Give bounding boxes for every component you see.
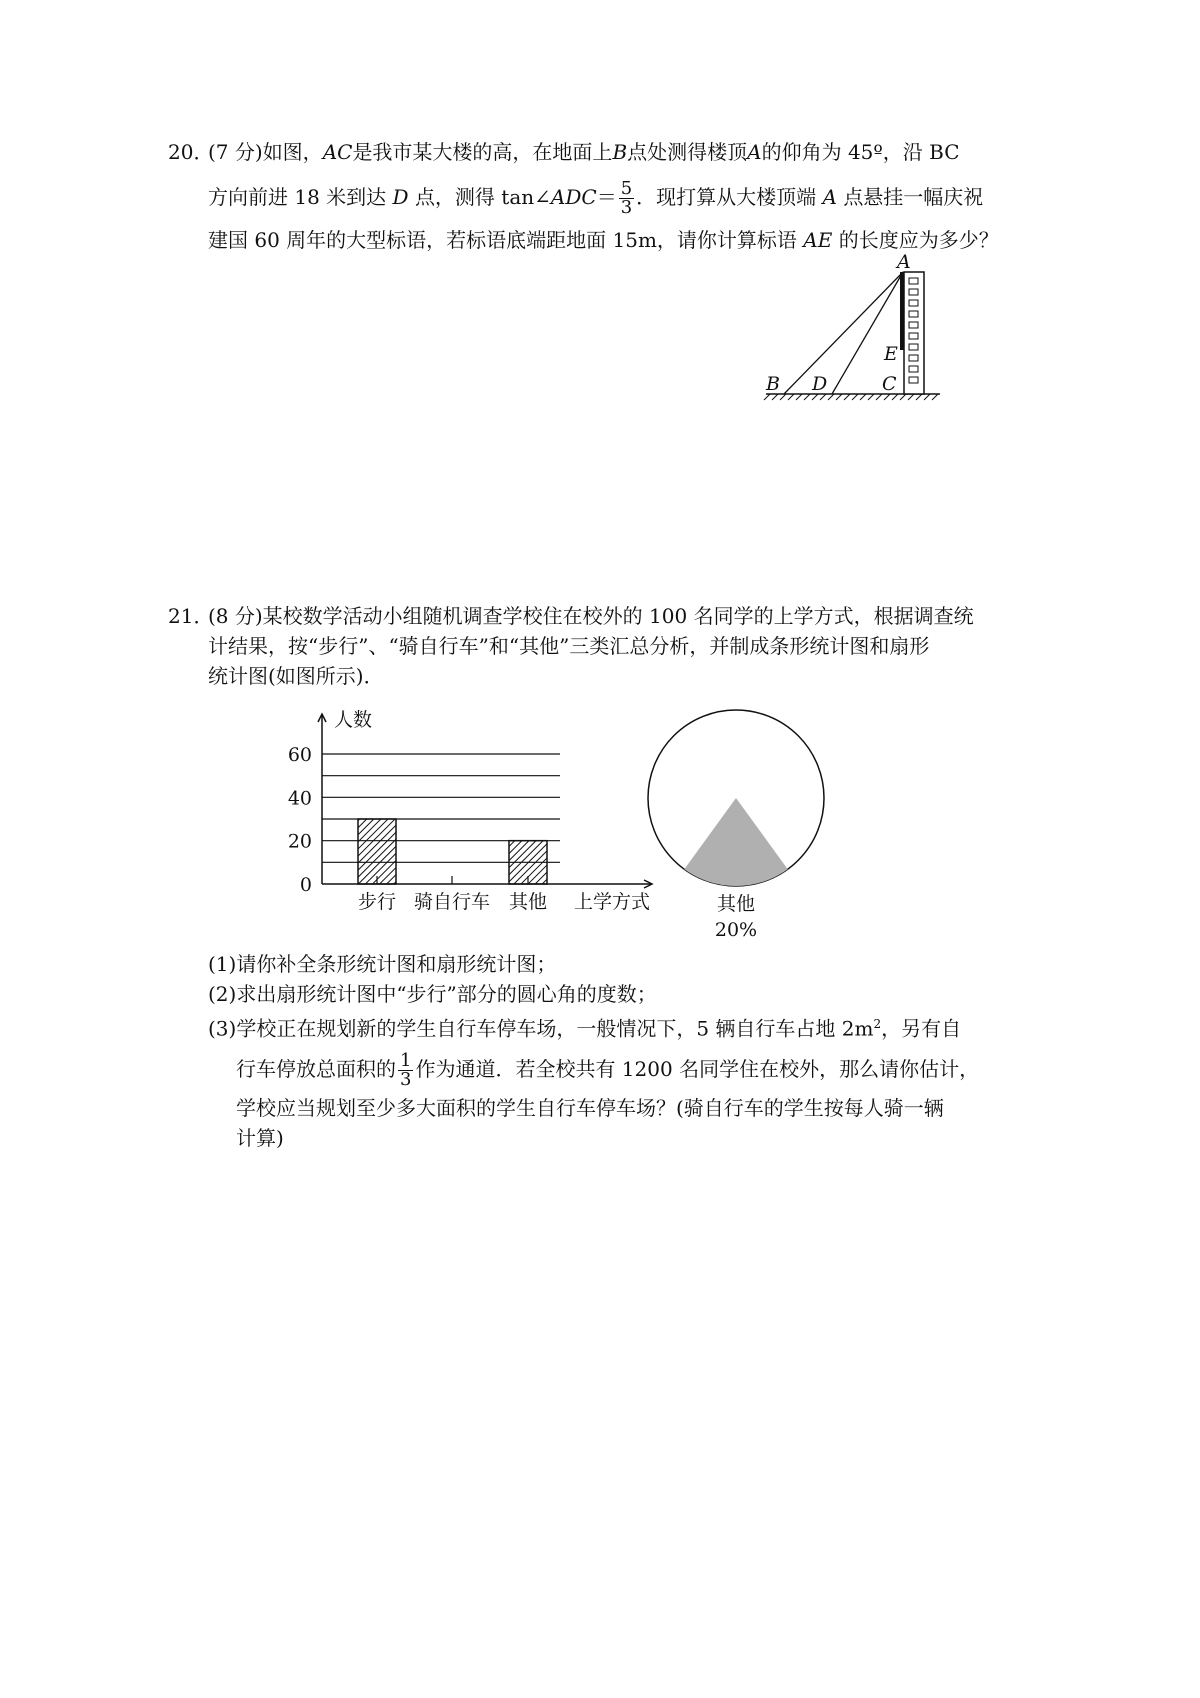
q20-var-b: B [612,140,628,164]
label-a: A [897,251,911,273]
q20-number [168,138,213,166]
fraction-numerator: 1 [400,1050,412,1071]
y-tick-label: 60 [287,744,312,766]
q21-sub-3-line-4 [236,1124,284,1152]
q20-fraction [619,180,634,217]
q20-text: ．现打算从大楼顶端 [636,185,817,209]
q20-text: 是我市某大楼的高，在地面上 [352,140,613,164]
q21-text: 学校应当规划至少多大面积的学生自行车停车场？(骑自行车的学生按每人骑一辆 [236,1096,944,1120]
y-tick-label: 40 [287,787,312,810]
q20-var-a: A [747,140,762,164]
q20-number-text: 20． [168,140,214,164]
q21-text: 统计图(如图所示)． [208,664,384,688]
q20-text: 点处测得楼顶 [627,140,748,164]
q21-sub-3-line-1 [208,1010,961,1043]
pie-slice-percent: 20% [714,919,758,941]
fraction-denominator: 3 [620,197,633,218]
pie-slice-label: 其他 [716,893,756,915]
y-axis-label: 人数 [334,709,373,731]
q20-var-adc: ADC [550,185,597,209]
q20-score: (7 分) [208,140,263,164]
q21-number-text: 21． [168,604,214,628]
q21-text: (3)学校正在规划新的学生自行车停车场，一般情况下，5 辆自行车占地 2m [208,1016,874,1041]
label-d: D [812,373,828,395]
q21-number [168,602,213,630]
q20-text: 方向前进 18 米到达 [208,185,387,209]
q21-text: (8 分)某校数学活动小组随机调查学校住在校外的 100 名同学的上学方式，根据调查统 [208,604,974,628]
q21-sub-3-line-2 [236,1052,979,1089]
q21-sub-2 [208,980,657,1008]
q21-sub-2-text: (2)求出扇形统计图中“步行”部分的圆心角的度数； [208,982,657,1006]
q20-text: 的仰角为 45º，沿 BC [761,140,960,164]
q20-text: 点悬挂一幅庆祝 [843,185,984,209]
q21-line-3 [208,662,384,690]
q20-text: 点，测得 tan∠ [414,185,551,209]
label-c: C [882,373,897,395]
q21-sub-3-line-3 [236,1094,944,1122]
y-tick-label: 0 [299,874,312,896]
q21-line-2 [208,632,929,660]
label-e: E [884,343,898,365]
q21-line-1 [208,602,974,630]
label-b: B [766,373,780,395]
q20-var-ac: AC [322,140,353,164]
x-tick-label: 其他 [508,891,548,913]
x-tick-label: 步行 [357,891,397,913]
q21-fraction [398,1052,413,1089]
ground-hatching [764,394,938,400]
q21-text: 计结果，按“步行”、“骑自行车”和“其他”三类汇总分析，并制成条形统计图和扇形 [208,634,930,658]
q21-text: ，另有自 [881,1016,962,1041]
q20-text: 如图， [262,140,323,164]
q20-line-2 [208,180,983,217]
q20-text: 建国 60 周年的大型标语，若标语底端距地面 15m，请你计算标语 [208,228,797,252]
fraction-denominator: 3 [400,1069,412,1090]
q21-text: 计算) [236,1126,284,1150]
y-tick-label: 20 [287,830,312,853]
bar-chart [280,700,680,930]
q20-text: 的长度应为多少？ [838,228,999,252]
q21-text: 行车停放总面积的 [236,1057,396,1081]
pie-chart [640,702,860,942]
bar-0 [358,819,396,884]
x-tick-label: 骑自行车 [413,891,491,913]
q20-var-a: A [822,185,837,209]
q21-sub-1-text: (1)请你补全条形统计图和扇形统计图； [208,952,557,976]
q20-var-ae: AE [803,228,833,252]
x-axis-label: 上学方式 [573,891,651,913]
q21-sub-1 [208,950,556,978]
q21-text: 作为通道．若全校共有 1200 名同学住在校外，那么请你估计， [415,1057,980,1081]
q20-line-1 [208,138,960,166]
q20-var-d: D [392,185,409,209]
superscript-2: 2 [873,1017,882,1031]
fraction-numerator: 5 [620,178,633,199]
q20-building-figure [760,248,960,408]
q20-text: ＝ [596,185,617,209]
